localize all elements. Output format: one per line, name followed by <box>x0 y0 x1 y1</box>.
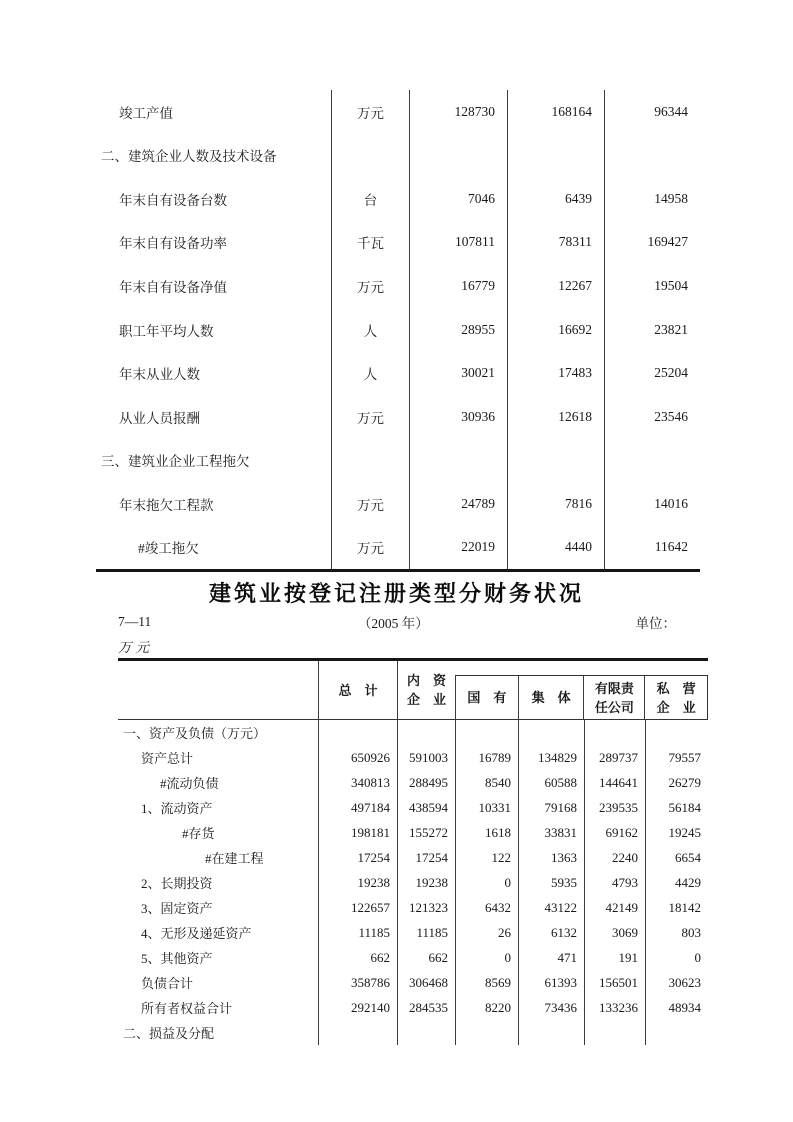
row-label: 二、建筑企业人数及技术设备 <box>101 149 277 165</box>
value-cell <box>604 134 700 178</box>
value-cell: 155272 <box>397 820 455 845</box>
value-cell: 133236 <box>584 995 645 1020</box>
row-label: 所有者权益合计 <box>141 1001 233 1016</box>
value-cell: 78311 <box>507 221 604 265</box>
row-label: 4、无形及递延资产 <box>141 926 252 941</box>
value-cell: 121323 <box>397 895 455 920</box>
value-cell: 16692 <box>507 308 604 352</box>
row-label: 年末自有设备功率 <box>119 236 227 252</box>
unit-cell <box>331 134 409 178</box>
table-row <box>96 482 700 526</box>
row-label: 竣工产值 <box>119 105 173 121</box>
header-indicator-spacer <box>118 661 318 719</box>
row-label: 年末自有设备台数 <box>119 192 227 208</box>
table-row <box>118 1020 708 1045</box>
table-row <box>118 770 708 795</box>
value-cell: 8569 <box>455 970 518 995</box>
value-cell: 1363 <box>518 845 584 870</box>
value-cell <box>455 720 518 745</box>
header-llc-line1: 有限责 <box>594 680 634 696</box>
value-cell: 12267 <box>507 264 604 308</box>
value-cell: 17254 <box>397 845 455 870</box>
value-cell: 122657 <box>318 895 397 920</box>
value-cell: 8540 <box>455 770 518 795</box>
unit-value: 万元 <box>118 640 153 655</box>
row-label: 年末从业人数 <box>119 367 200 383</box>
row-label: 2、长期投资 <box>141 876 213 891</box>
value-cell: 591003 <box>397 745 455 770</box>
header-private-line2: 企 业 <box>656 699 696 715</box>
table-row <box>118 795 708 820</box>
value-cell: 198181 <box>318 820 397 845</box>
unit-cell: 万元 <box>331 482 409 526</box>
value-cell <box>507 438 604 482</box>
header-state-owned <box>455 676 518 719</box>
row-label: 负债合计 <box>141 976 194 991</box>
header-llc-line2: 任公司 <box>594 699 634 715</box>
header-domestic-line1: 内 资 <box>406 673 446 688</box>
row-label: 三、建筑业企业工程拖欠 <box>101 454 250 470</box>
value-cell: 11642 <box>604 525 700 569</box>
value-cell: 96344 <box>604 90 700 134</box>
table-row <box>118 920 708 945</box>
value-cell: 169427 <box>604 221 700 265</box>
value-cell: 30936 <box>409 395 507 439</box>
value-cell: 7046 <box>409 177 507 221</box>
unit-cell <box>331 438 409 482</box>
value-cell: 0 <box>455 870 518 895</box>
value-cell: 107811 <box>409 221 507 265</box>
table-row <box>96 134 700 178</box>
value-cell: 56184 <box>645 795 708 820</box>
header-limited-liability <box>583 676 644 719</box>
value-cell: 4440 <box>507 525 604 569</box>
value-cell: 23546 <box>604 395 700 439</box>
value-cell: 4429 <box>645 870 708 895</box>
value-cell: 61393 <box>518 970 584 995</box>
row-label: 年末拖欠工程款 <box>119 497 214 513</box>
value-cell <box>584 1020 645 1045</box>
value-cell: 43122 <box>518 895 584 920</box>
header-domestic-line2: 企 业 <box>406 692 446 707</box>
value-cell <box>409 438 507 482</box>
value-cell: 168164 <box>507 90 604 134</box>
value-cell: 5935 <box>518 870 584 895</box>
header-private-line1: 私 营 <box>656 680 696 696</box>
value-cell: 803 <box>645 920 708 945</box>
value-cell <box>584 720 645 745</box>
value-cell: 6432 <box>455 895 518 920</box>
value-cell: 134829 <box>518 745 584 770</box>
table-row <box>96 351 700 395</box>
value-cell: 30623 <box>645 970 708 995</box>
table-row <box>118 720 708 745</box>
table-row <box>118 845 708 870</box>
header-domestic-enterprises <box>397 661 455 719</box>
unit-cell: 万元 <box>331 90 409 134</box>
value-cell: 156501 <box>584 970 645 995</box>
value-cell: 340813 <box>318 770 397 795</box>
page-title: 建筑业按登记注册类型分财务状况 <box>208 581 584 606</box>
table-row <box>96 221 700 265</box>
value-cell: 6654 <box>645 845 708 870</box>
table-row <box>96 264 700 308</box>
value-cell: 239535 <box>584 795 645 820</box>
value-cell: 69162 <box>584 820 645 845</box>
unit-label: 单位： <box>635 616 676 631</box>
table-number: 7—11 <box>118 614 152 629</box>
header-collective <box>518 676 584 719</box>
table-caption <box>118 612 676 632</box>
value-cell: 10331 <box>455 795 518 820</box>
table-row <box>118 745 708 770</box>
value-cell: 19238 <box>397 870 455 895</box>
value-cell: 26279 <box>645 770 708 795</box>
value-cell: 358786 <box>318 970 397 995</box>
unit-cell: 台 <box>331 177 409 221</box>
value-cell: 3069 <box>584 920 645 945</box>
value-cell: 17254 <box>318 845 397 870</box>
row-label: 资产总计 <box>141 751 194 766</box>
value-cell: 6439 <box>507 177 604 221</box>
value-cell: 60588 <box>518 770 584 795</box>
value-cell: 0 <box>645 945 708 970</box>
value-cell: 4793 <box>584 870 645 895</box>
value-cell: 25204 <box>604 351 700 395</box>
value-cell: 22019 <box>409 525 507 569</box>
value-cell: 438594 <box>397 795 455 820</box>
header-collective-label: 集 体 <box>531 690 571 705</box>
value-cell: 288495 <box>397 770 455 795</box>
value-cell <box>397 720 455 745</box>
unit-cell: 万元 <box>331 525 409 569</box>
value-cell <box>455 1020 518 1045</box>
row-label: 一、资产及负债（万元） <box>123 726 267 741</box>
value-cell: 11185 <box>318 920 397 945</box>
row-label: #竣工拖欠 <box>138 541 199 557</box>
row-label: #存货 <box>182 826 215 841</box>
row-label: 年末自有设备净值 <box>119 279 227 295</box>
value-cell: 33831 <box>518 820 584 845</box>
unit-cell: 万元 <box>331 264 409 308</box>
table-header <box>118 658 708 720</box>
row-label: 二、损益及分配 <box>123 1026 215 1041</box>
value-cell: 650926 <box>318 745 397 770</box>
header-subgroup <box>455 675 708 719</box>
value-cell: 128730 <box>409 90 507 134</box>
value-cell <box>318 720 397 745</box>
value-cell: 0 <box>455 945 518 970</box>
value-cell <box>604 438 700 482</box>
unit-cell: 万元 <box>331 395 409 439</box>
value-cell: 19504 <box>604 264 700 308</box>
value-cell: 662 <box>318 945 397 970</box>
table-row <box>118 870 708 895</box>
value-cell: 79557 <box>645 745 708 770</box>
table-row <box>96 90 700 134</box>
table-row <box>96 395 700 439</box>
value-cell: 79168 <box>518 795 584 820</box>
table-row <box>96 308 700 352</box>
value-cell <box>507 134 604 178</box>
row-label: 从业人员报酬 <box>119 410 200 426</box>
value-cell: 17483 <box>507 351 604 395</box>
value-cell: 191 <box>584 945 645 970</box>
table-row <box>118 820 708 845</box>
value-cell: 14958 <box>604 177 700 221</box>
value-cell: 12618 <box>507 395 604 439</box>
value-cell: 1618 <box>455 820 518 845</box>
value-cell: 73436 <box>518 995 584 1020</box>
table-row <box>96 525 700 569</box>
value-cell: 16789 <box>455 745 518 770</box>
value-cell: 14016 <box>604 482 700 526</box>
caption-year: （2005 年） <box>357 616 429 631</box>
header-private <box>644 676 707 719</box>
value-cell <box>518 720 584 745</box>
row-label: #在建工程 <box>205 851 264 866</box>
value-cell: 289737 <box>584 745 645 770</box>
unit-cell: 千瓦 <box>331 221 409 265</box>
value-cell: 28955 <box>409 308 507 352</box>
value-cell <box>318 1020 397 1045</box>
value-cell <box>518 1020 584 1045</box>
table-row <box>96 438 700 482</box>
value-cell: 292140 <box>318 995 397 1020</box>
table-row <box>118 970 708 995</box>
value-cell: 6132 <box>518 920 584 945</box>
value-cell: 144641 <box>584 770 645 795</box>
value-cell: 7816 <box>507 482 604 526</box>
table-row <box>118 945 708 970</box>
value-cell: 48934 <box>645 995 708 1020</box>
table-body <box>118 720 708 1045</box>
value-cell: 19238 <box>318 870 397 895</box>
table-row <box>118 995 708 1020</box>
row-label: 1、流动资产 <box>141 801 213 816</box>
value-cell: 11185 <box>397 920 455 945</box>
construction-enterprise-table <box>96 90 700 572</box>
unit-cell: 人 <box>331 308 409 352</box>
value-cell: 662 <box>397 945 455 970</box>
header-state-label: 国 有 <box>467 690 507 705</box>
value-cell: 2240 <box>584 845 645 870</box>
table-row <box>118 895 708 920</box>
value-cell: 19245 <box>645 820 708 845</box>
row-label: 3、固定资产 <box>141 901 213 916</box>
financial-status-table <box>118 658 708 1045</box>
table-row <box>96 177 700 221</box>
value-cell: 16779 <box>409 264 507 308</box>
row-label: #流动负债 <box>160 776 219 791</box>
value-cell <box>409 134 507 178</box>
value-cell: 30021 <box>409 351 507 395</box>
value-cell: 24789 <box>409 482 507 526</box>
value-cell: 8220 <box>455 995 518 1020</box>
value-cell: 497184 <box>318 795 397 820</box>
value-cell <box>397 1020 455 1045</box>
value-cell: 23821 <box>604 308 700 352</box>
value-cell: 18142 <box>645 895 708 920</box>
value-cell <box>645 720 708 745</box>
value-cell: 471 <box>518 945 584 970</box>
row-label: 5、其他资产 <box>141 951 213 966</box>
row-label: 职工年平均人数 <box>119 323 214 339</box>
unit-cell: 人 <box>331 351 409 395</box>
value-cell: 306468 <box>397 970 455 995</box>
header-total <box>318 661 397 719</box>
value-cell <box>645 1020 708 1045</box>
header-total-label: 总 计 <box>338 682 378 698</box>
value-cell: 42149 <box>584 895 645 920</box>
value-cell: 122 <box>455 845 518 870</box>
value-cell: 284535 <box>397 995 455 1020</box>
value-cell: 26 <box>455 920 518 945</box>
